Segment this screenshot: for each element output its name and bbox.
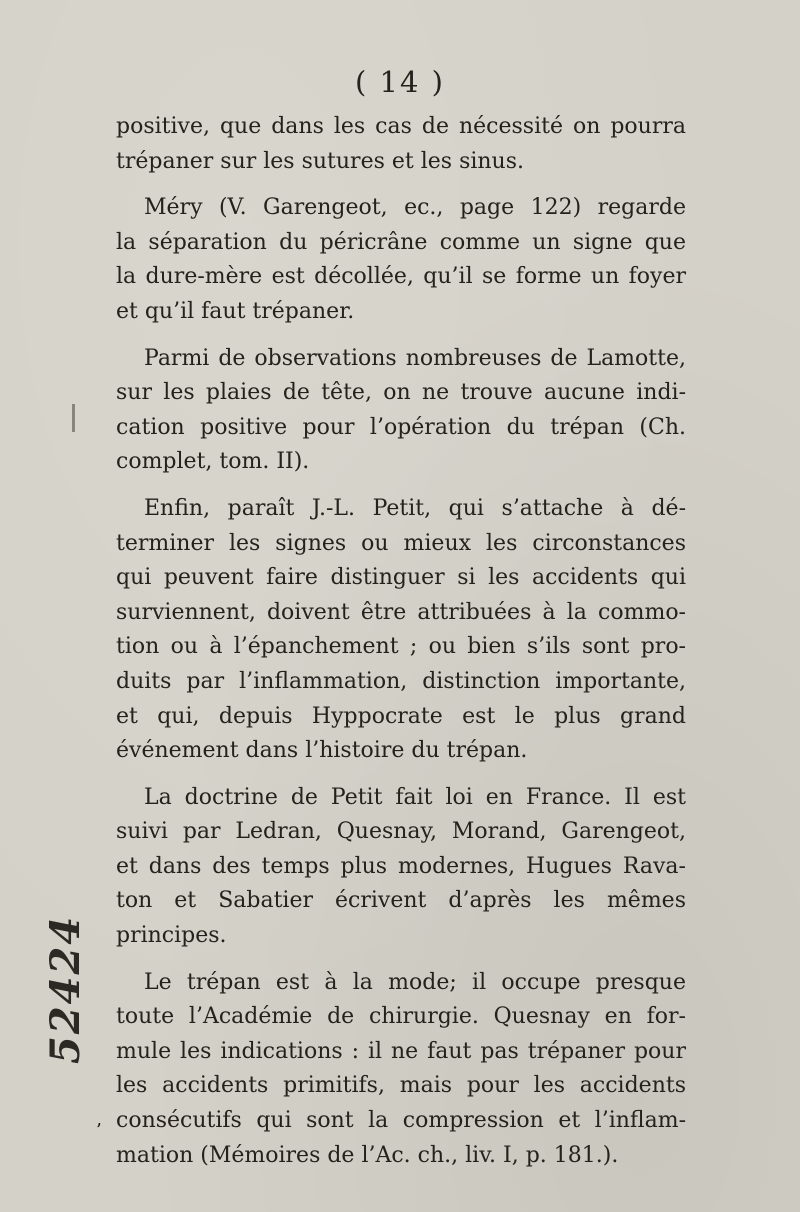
text-line: événement dans l’histoire du trépan. — [116, 738, 528, 764]
text-line: et qu’il faut trépaner. — [116, 298, 355, 324]
text-line: complet, tom. II). — [116, 449, 310, 475]
text-line: Le trépan est à la mode; il occupe presque — [144, 969, 686, 995]
text-line: consécutifs qui sont la compression et l’inflam- — [116, 1108, 686, 1134]
text-line: Parmi de observations nombreuses de Lamotte, — [144, 345, 686, 371]
text-line: cation positive pour l’opération du trépan (Ch. — [116, 414, 686, 440]
paragraph-1 — [116, 110, 686, 179]
text-line: ton et Sabatier écrivent d’après les mêmes — [116, 888, 686, 914]
margin-tick-mark: ’ — [96, 1120, 102, 1141]
text-line: La doctrine de Petit fait loi en France. Il est — [144, 784, 686, 810]
text-line: la dure-mère est décollée, qu’il se forme un foyer — [116, 264, 686, 290]
paragraph-6 — [116, 966, 686, 1174]
text-line: trépaner sur les sutures et les sinus. — [116, 148, 525, 174]
paragraph-2 — [116, 191, 686, 329]
page-number: ( 14 ) — [355, 65, 445, 99]
text-line: terminer les signes ou mieux les circonstances — [116, 530, 686, 556]
handwritten-margin-note: 52424 — [42, 914, 89, 1064]
text-line: mation (Mémoires de l’Ac. ch., liv. I, p. 181.). — [116, 1142, 619, 1168]
paragraph-4 — [116, 492, 686, 769]
text-line: mule les indications : il ne faut pas trépaner pour — [116, 1038, 686, 1064]
text-line: les accidents primitifs, mais pour les accidents — [116, 1073, 686, 1099]
paragraph-3 — [116, 342, 686, 480]
text-line: positive, que dans les cas de nécessité on pourra — [116, 114, 686, 139]
text-line: qui peuvent faire distinguer si les accidents qui — [116, 565, 686, 591]
text-line: surviennent, doivent être attribuées à la commo- — [116, 599, 686, 625]
text-line: Méry (V. Garengeot, ec., page 122) regarde — [144, 195, 686, 221]
text-line: tion ou à l’épanchement ; ou bien s’ils sont pro- — [116, 634, 686, 660]
text-line: et dans des temps plus modernes, Hugues Rava- — [116, 853, 686, 879]
margin-edge-mark — [72, 404, 75, 432]
text-line: et qui, depuis Hyppocrate est le plus grand — [116, 703, 686, 729]
text-line: la séparation du péricrâne comme un signe que — [116, 229, 686, 255]
body-text — [116, 110, 686, 1185]
text-line: principes. — [116, 923, 227, 949]
text-line: duits par l’inflammation, distinction importante, — [116, 668, 686, 694]
text-line: sur les plaies de tête, on ne trouve aucune indi- — [116, 380, 686, 406]
text-line: Enfin, paraît J.-L. Petit, qui s’attache à dé- — [144, 495, 686, 521]
paragraph-5 — [116, 781, 686, 954]
text-line: toute l’Académie de chirurgie. Quesnay en for- — [116, 1004, 686, 1030]
text-line: suivi par Ledran, Quesnay, Morand, Garengeot, — [116, 819, 686, 845]
